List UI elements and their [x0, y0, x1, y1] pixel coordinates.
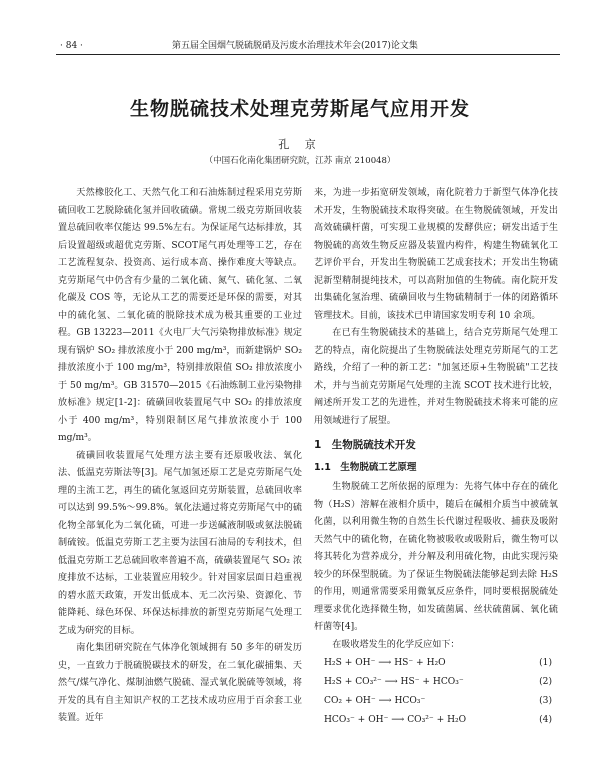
equation	[314, 654, 558, 673]
body-paragraph: 来，为进一步拓宽研发领域，南化院着力于新型气体净化技术开发，生物脱硫技术取得突破。在生物脱硫领域，开发出高效硫磺杆菌，可实现工业规模的发酵供应；研发出适于生物脱硫的高效生物反应器及装置内构件，构建生物硫氧化工艺评价平台，开发出生物脱硫工艺成套技术；开发出生物硫泥新型精制提纯技术，可以高附加值的生物硫。南化院开发出集硫化氢治理、硫磺回收与生物硫精制于一体的闭路循环管理技术。目前，该技术已申请国家发明专利 10 余项。	[314, 188, 558, 321]
equation	[314, 711, 558, 730]
section-heading: 1 生物脱硫技术开发	[314, 439, 416, 451]
equation	[314, 692, 558, 711]
body-paragraph: 生物脱硫工艺所依据的原理为：先将气体中存在的硫化物（H₂S）溶解在液相介质中，随后在碱相介质当中被硫氧化菌，以利用微生物的自然生长代谢过程吸收、捕获及吸附天然气中的硫化物，在硫化物被吸收或吸附后，微生物可以将其转化为营养成分，并分解及利用硫化物，由此实现污染较少的环保型脱硫。为了保证生物脱硫法能够起到去除 H₂S 的作用，则通常需要采用微氧反应条件，同时要根据脱硫处理要求优化选择微生物，如发硫菌属、丝状硫菌属、氧化硫杆菌等[4]。	[314, 482, 558, 632]
equation-number: (2)	[539, 677, 552, 687]
subsection-heading: 1.1 生物脱硫工艺原理	[314, 462, 417, 473]
author: 孔 京	[278, 138, 322, 151]
equation-number: (3)	[539, 696, 552, 706]
equation	[314, 673, 558, 692]
body-paragraph: 在已有生物脱硫技术的基础上，结合克劳斯尾气处理工艺的特点，南化院提出了生物脱硫法处理克劳斯尾气的工艺路线，介绍了一种的新工艺："加氢还原+生物脱硫"工艺技术，并与当前克劳斯尾气处理的主流 SCOT 技术进行比较，阐述所开发工艺的先进性，并对生物脱硫技术将来可能的应用领域进行了展望。	[314, 328, 558, 426]
paper-title: 生物脱硫技术处理克劳斯尾气应用开发	[129, 98, 470, 120]
equation-expression: HCO₃⁻ + OH⁻ ⟶ CO₃²⁻ + H₂O	[324, 715, 467, 725]
page-number: · 84 ·	[60, 41, 83, 51]
body-paragraph: 硫磺回收装置尾气处理方法主要有还原吸收法、氧化法、低温克劳斯法等[3]。尾气加氢还原工艺是克劳斯尾气处理的主流工艺，再生的硫化氢返回克劳斯装置，总硫回收率可以达到 99.5%～99.8%。氧化法通过将克劳斯尾气中的硫化物全部氧化为二氧化硫，可进一步送碱液制吸或氨法脱硫制硫铵。低温克劳斯工艺主要为法国石油局的专利技术，但低温克劳斯工艺总硫回收率普遍不高，硫磺装置尾气 SO₂ 浓度排放不达标，工业装置应用较少。针对国家层面日趋重视的碧水蓝天政策，开发出低成本、无二次污染、资源化、节能降耗、绿色环保、环保达标排放的新型克劳斯尾气处理工艺成为研究的目标。	[58, 450, 302, 636]
affiliation: （中国石化南化集团研究院，江苏 南京 210048）	[204, 156, 396, 166]
running-header	[56, 38, 560, 55]
body-paragraph: 天然橡胶化工、天然气化工和石油炼制过程采用克劳斯硫回收工艺脱除硫化氢并回收硫磺。常规二级克劳斯回收装置总硫回收率仅能达 99.5%左右。为保证尾气达标排放，其后设置超级或超优克劳斯、SCOT尾气再处理等工艺，存在工艺流程复杂、投资高、运行成本高、操作难度大等缺点。克劳斯尾气中仍含有少量的二氧化硫、氮气、硫化氢、二氧化碳及 COS 等，无论从工艺的需要还是环保的需要，对其中的硫化氢、二氧化硫的脱除技术成为极其重要的工业过程。GB 13223—2011《火电厂大气污染物排放标准》规定现有锅炉 SO₂ 排放浓度小于 200 mg/m³，而新建锅炉 SO₂ 排放浓度小于 100 mg/m³，特别排放限值 SO₂ 排放浓度小于 50 mg/m³。GB 31570—2015《石油炼制工业污染物排放标准》规定[1-2]：硫磺回收装置尾气中 SO₂ 的排放浓度小于 400 mg/m³，特别限制区尾气排放浓度小于 100 mg/m³。	[58, 188, 302, 443]
body-paragraph: 在吸收塔发生的化学反应如下：	[332, 639, 460, 650]
body-paragraph: 南化集团研究院在气体净化领域拥有 50 多年的研发历史，一直致力于脱硫脱碳技术的研发，在二氧化碳捕集、天然气/煤气净化、煤制油燃气脱硫、湿式氧化脱硫等领域，将开发的具有自主知识产权的工艺技术成功应用于百余套工业装置。近年	[58, 643, 302, 723]
equation-number: (1)	[539, 658, 552, 668]
equation-expression: H₂S + OH⁻ ⟶ HS⁻ + H₂O	[324, 658, 446, 668]
equation-expression: H₂S + CO₃²⁻ ⟶ HS⁻ + HCO₃⁻	[324, 677, 464, 687]
running-title: 第五届全国烟气脱硫脱硝及污废水治理技术年会(2017)论文集	[172, 41, 418, 51]
equation-expression: CO₂ + OH⁻ ⟶ HCO₃⁻	[324, 696, 426, 706]
equation-number: (4)	[539, 715, 552, 725]
left-column	[58, 185, 302, 765]
right-column	[314, 185, 558, 765]
